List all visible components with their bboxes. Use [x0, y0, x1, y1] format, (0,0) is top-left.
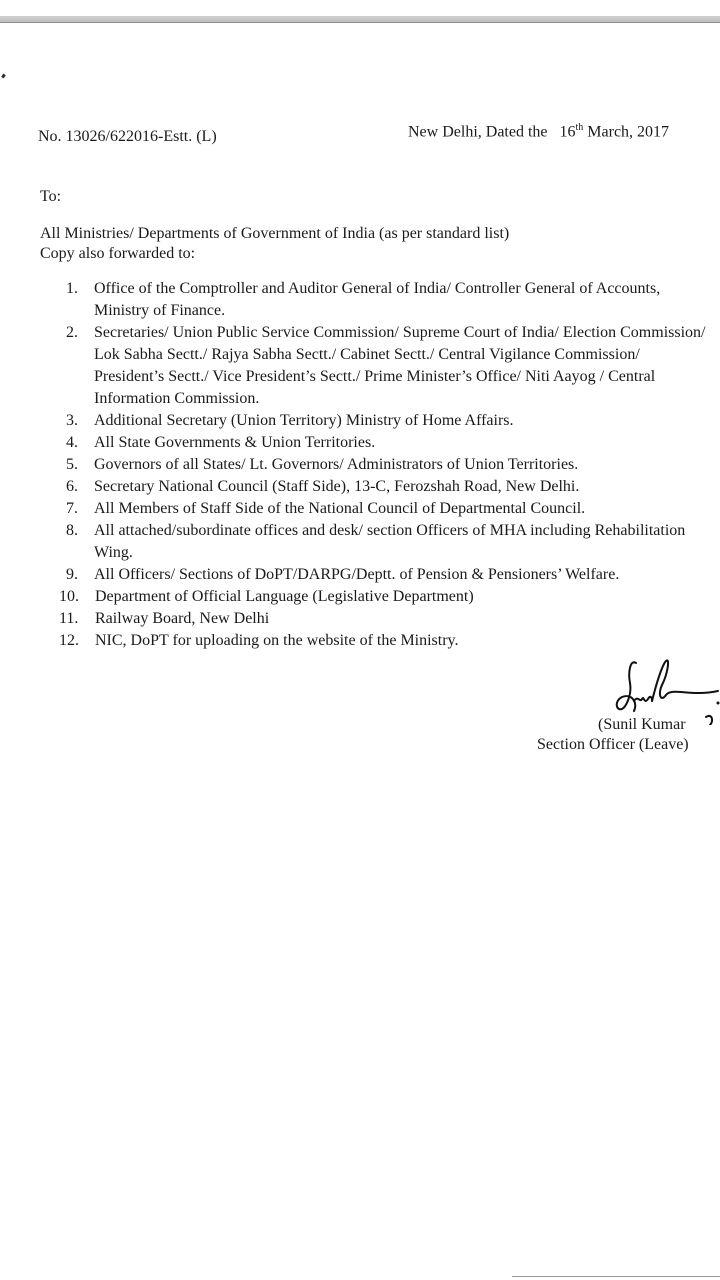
item-text: Additional Secretary (Union Territory) Ministry of Home Affairs.: [94, 412, 514, 429]
list-item: [66, 454, 706, 476]
item-number: 8.: [66, 522, 78, 539]
scan-speck: [1, 74, 6, 79]
signatory-name: (Sunil Kumar: [598, 716, 686, 733]
item-number: 1.: [66, 280, 78, 297]
distribution-list: [59, 278, 706, 652]
list-item: [66, 410, 706, 432]
item-text: All Members of Staff Side of the National Council of Departmental Council.: [94, 500, 586, 517]
list-item: [66, 476, 706, 498]
date-day-suffix: th: [575, 122, 584, 133]
list-item: [66, 322, 706, 410]
list-item: [66, 564, 706, 586]
scan-top-line: [0, 22, 720, 23]
list-item: [59, 586, 706, 608]
item-text: Governors of all States/ Lt. Governors/ Administrators of Union Territories.: [94, 456, 579, 473]
item-text: Secretaries/ Union Public Service Commission/ Supreme Court of India/ Election Commission/ Lok Sabha Sectt./ Rajya Sabha Sectt./ Cabinet Sectt./ Central Vigilance Commission/ President’s Sectt./ Vice President’s Sectt./ Prime Minister’s Office/ Niti Aayog / Central Information Commission.: [94, 324, 706, 407]
list-item: [66, 498, 706, 520]
item-number: 10.: [59, 588, 79, 605]
list-item: [66, 432, 706, 454]
item-text: All attached/subordinate offices and desk/ section Officers of MHA including Rehabilitation Wing.: [94, 522, 686, 561]
date-line: [408, 122, 669, 141]
item-number: 9.: [66, 566, 78, 583]
item-number: 5.: [66, 456, 78, 473]
item-number: 11.: [59, 610, 79, 627]
handwritten-signature: [600, 655, 720, 725]
list-item: [66, 520, 706, 564]
item-text: Department of Official Language (Legislative Department): [95, 588, 474, 605]
item-number: 4.: [66, 434, 78, 451]
reference-number: No. 13026/622016-Estt. (L): [38, 128, 217, 145]
item-number: 6.: [66, 478, 78, 495]
item-text: NIC, DoPT for uploading on the website of the Ministry.: [95, 632, 459, 649]
list-item: [66, 278, 706, 322]
addressee-block: [40, 224, 700, 264]
scan-bottom-edge: [512, 1276, 720, 1277]
to-label: To:: [40, 188, 62, 205]
item-number: 2.: [66, 324, 78, 341]
addressee: All Ministries/ Departments of Government of India (as per standard list): [40, 225, 510, 242]
list-item: [59, 630, 706, 652]
item-text: All Officers/ Sections of DoPT/DARPG/Deptt. of Pension & Pensioners’ Welfare.: [94, 566, 620, 583]
date-prefix: New Delhi, Dated the: [408, 123, 548, 141]
date-day: 16: [559, 123, 576, 141]
item-number: 12.: [59, 632, 79, 649]
item-text: All State Governments & Union Territories.: [94, 434, 376, 451]
list-item: [59, 608, 706, 630]
signatory-designation: Section Officer (Leave): [537, 736, 689, 753]
item-text: Office of the Comptroller and Auditor General of India/ Controller General of Accounts, Ministry of Finance.: [94, 280, 661, 319]
date-month-year: March, 2017: [587, 123, 670, 141]
item-text: Railway Board, New Delhi: [95, 610, 270, 627]
item-text: Secretary National Council (Staff Side), 13-C, Ferozshah Road, New Delhi.: [94, 478, 580, 495]
item-number: 3.: [66, 412, 78, 429]
copy-forwarded-label: Copy also forwarded to:: [40, 245, 196, 262]
item-number: 7.: [66, 500, 78, 517]
